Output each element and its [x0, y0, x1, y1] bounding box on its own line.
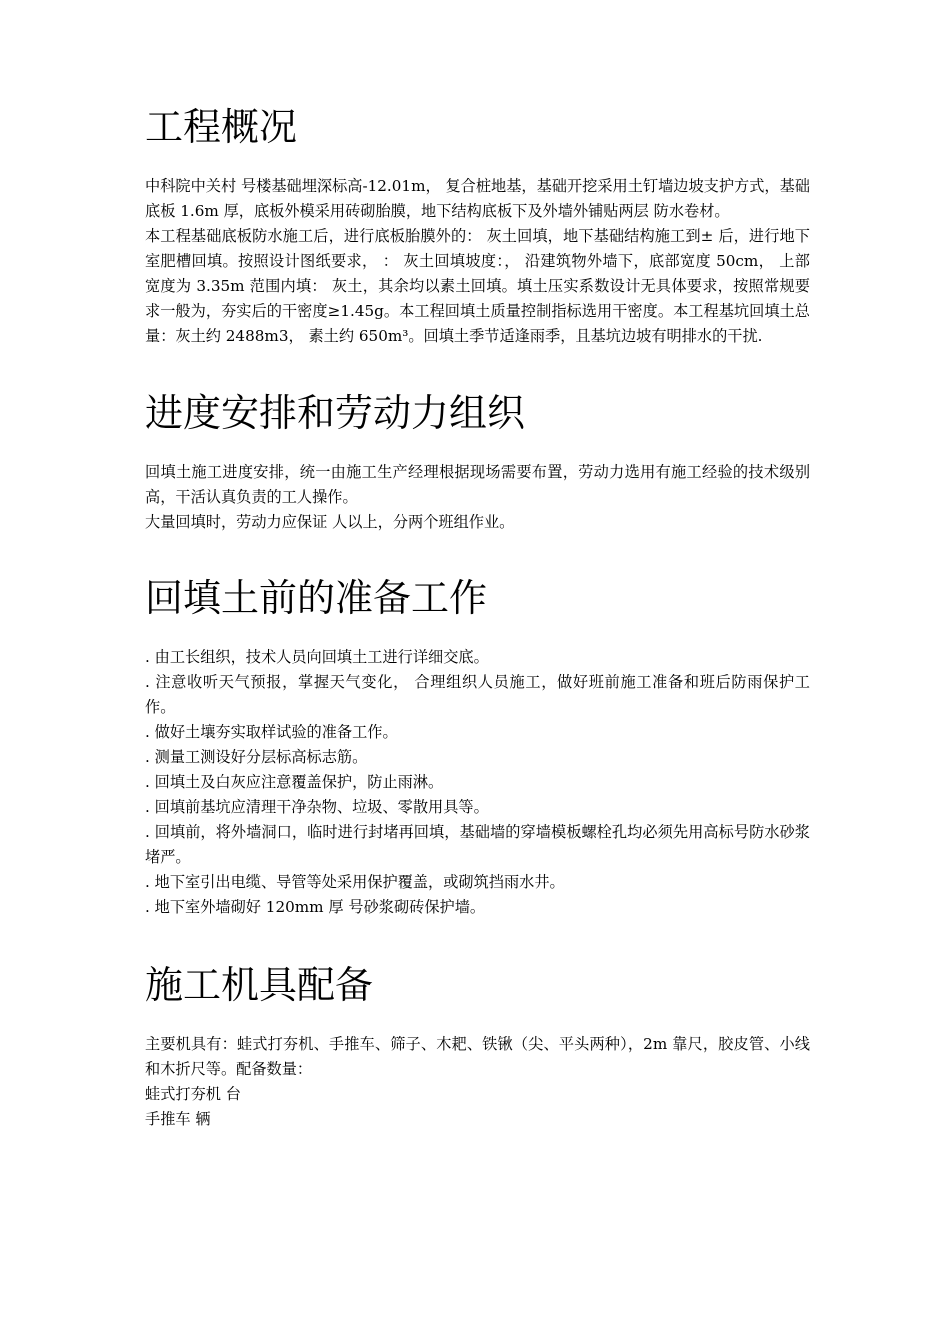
paragraph: 本工程基础底板防水施工后，进行底板胎膜外的： 灰土回填，地下基础结构施工到± 后，进行地下室肥槽回填。按照设计图纸要求， ： 灰土回填坡度：， 沿建筑物外墙下，底部宽度 50cm， 上部宽度为 3.35m 范围内填： 灰土，其余均以素土回填。填土压实系数设计无具体要求，按照常规要求一般为，夯实后的干密度≥1.45g。本工程回填土质量控制指标选用干密度。本工程基坑回填土总量：灰土约 2488m3， 素土约 650m³。回填土季节适逢雨季，且基坑边坡有明排水的干扰. [145, 227, 810, 345]
equipment-line: 手推车 辆 [145, 1110, 211, 1128]
section-heading: 回填土前的准备工作 [145, 576, 488, 620]
section-heading: 工程概况 [145, 105, 298, 149]
list-item: . 回填前基坑应清理干净杂物、垃圾、零散用具等。 [145, 798, 489, 816]
list-item: . 地下室外墙砌好 120mm 厚 号砂浆砌砖保护墙。 [145, 898, 486, 916]
section-preparation [145, 571, 810, 920]
section-heading: 施工机具配备 [145, 963, 374, 1007]
section-project-overview [145, 100, 810, 349]
section-equipment [145, 958, 810, 1132]
list-item: . 由工长组织，技术人员向回填土工进行详细交底。 [145, 648, 489, 666]
paragraph: 回填土施工进度安排，统一由施工生产经理根据现场需要布置，劳动力选用有施工经验的技术级别高，干活认真负责的工人操作。 [145, 463, 810, 506]
paragraph: 大量回填时，劳动力应保证 人以上，分两个班组作业。 [145, 513, 515, 531]
equipment-line: 蛙式打夯机 台 [145, 1085, 241, 1103]
list-item: . 回填土及白灰应注意覆盖保护，防止雨淋。 [145, 773, 444, 791]
section-heading: 进度安排和劳动力组织 [145, 391, 526, 435]
list-item: . 注意收听天气预报，掌握天气变化， 合理组织人员施工，做好班前施工准备和班后防雨保护工作。 [145, 673, 810, 716]
section-schedule-labor [145, 386, 810, 535]
section-spacer [145, 535, 810, 571]
paragraph: 主要机具有：蛙式打夯机、手推车、筛子、木耙、铁锹（尖、平头两种），2m 靠尺，胶皮管、小线和木折尺等。配备数量： [145, 1035, 810, 1078]
list-item: . 地下室引出电缆、导管等处采用保护覆盖，或砌筑挡雨水井。 [145, 873, 565, 891]
list-item: . 测量工测设好分层标高标志筋。 [145, 748, 368, 766]
section-spacer [145, 920, 810, 958]
list-item: . 回填前，将外墙洞口，临时进行封堵再回填，基础墙的穿墙模板螺栓孔均必须先用高标号防水砂浆堵严。 [145, 823, 810, 866]
section-spacer [145, 349, 810, 386]
paragraph: 中科院中关村 号楼基础埋深标高-12.01m， 复合桩地基，基础开挖采用土钉墙边坡支护方式，基础底板 1.6m 厚，底板外模采用砖砌胎膜，地下结构底板下及外墙外铺贴两层 防水卷材。 [145, 177, 810, 220]
list-item: . 做好土壤夯实取样试验的准备工作。 [145, 723, 398, 741]
document-page [145, 100, 810, 1132]
